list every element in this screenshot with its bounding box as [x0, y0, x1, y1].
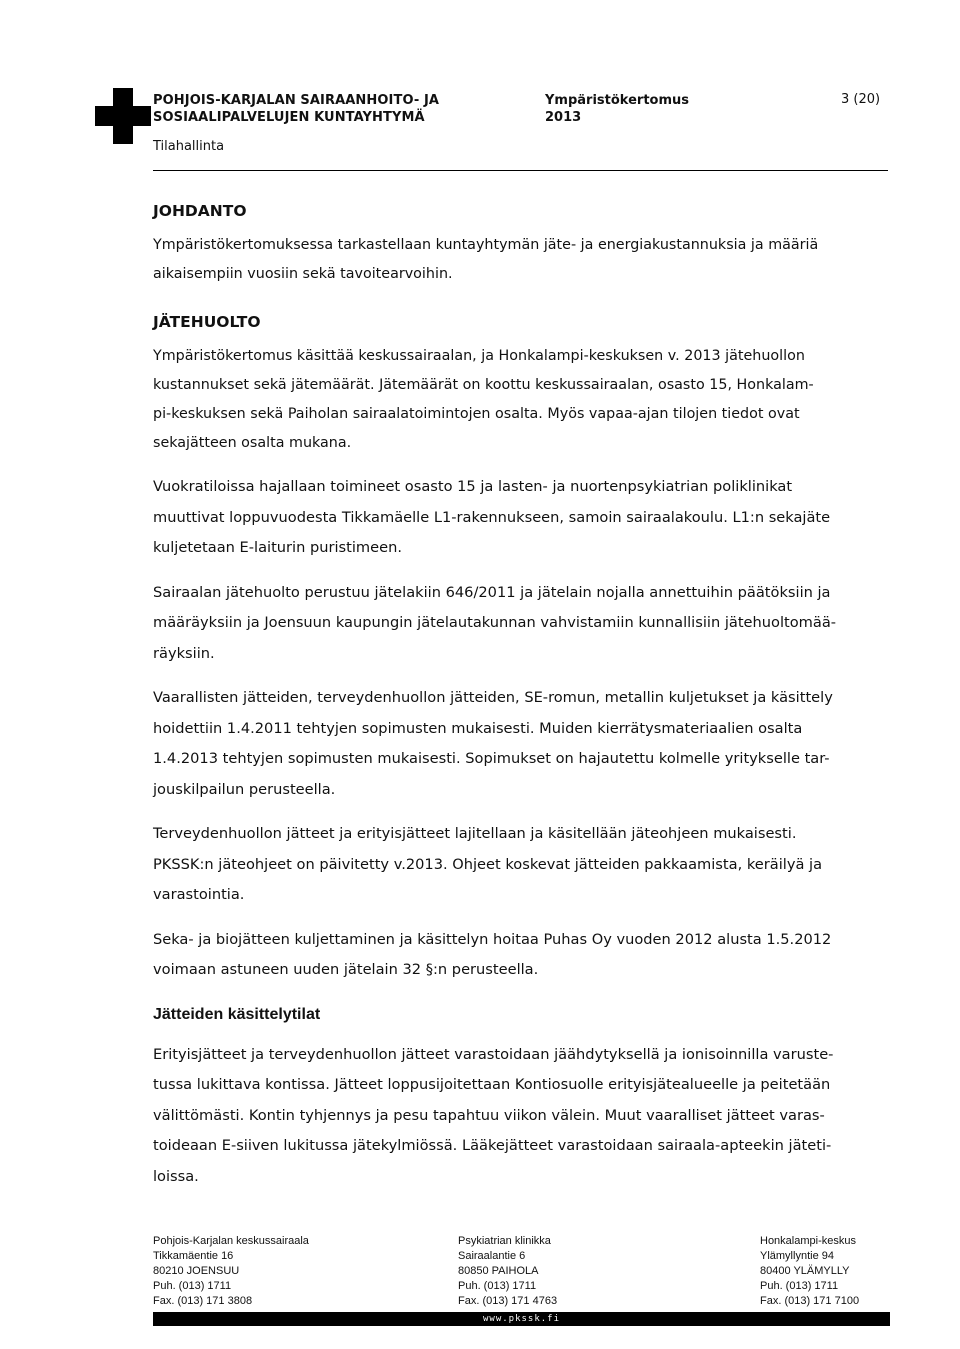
text-line: Terveydenhuollon jätteet ja erityisjätteet lajitellaan ja käsitellään jäteohjeen mukaisesti.	[153, 825, 797, 842]
footer-line: 80850 PAIHOLA	[458, 1265, 539, 1277]
text-line: PKSSK:n jäteohjeet on päivitetty v.2013. Ohjeet koskevat jätteiden pakkaamista, keräilyä ja	[153, 855, 823, 873]
waste-paragraph-5	[153, 819, 891, 911]
organization-name	[153, 92, 439, 126]
text-line: välittömästi. Kontin tyhjennys ja pesu tapahtuu viikon välein. Muut vaaralliset jätteet varas-	[153, 1106, 825, 1124]
footer-line: Fax. (013) 171 7100	[760, 1295, 860, 1307]
footer-address-psychiatric-clinic	[458, 1234, 557, 1309]
text-line: määräyksiin ja Joensuun kaupungin jätelautakunnan vahvistamiin kunnallisiin jätehuoltomää-	[153, 614, 837, 631]
footer-line: Sairaalantie 6	[458, 1250, 526, 1262]
unit-name: Tilahallinta	[153, 139, 225, 154]
text-line: kuljetetaan E-laiturin puristimeen.	[153, 539, 402, 556]
facilities-paragraph	[153, 1040, 891, 1193]
waste-paragraph-3	[153, 578, 891, 670]
text-line: Ympäristökertomus käsittää keskussairaalan, ja Honkalampi-keskuksen v. 2013 jätehuollon	[153, 348, 805, 364]
footer-web-link[interactable]: www.pkssk.fi	[153, 1312, 890, 1326]
text-line: sekajätteen osalta mukana.	[153, 435, 352, 451]
footer-address-central-hospital	[153, 1234, 309, 1309]
intro-paragraph	[153, 231, 891, 289]
footer-line: Ylämyllyntie 94	[760, 1250, 834, 1262]
text-line: 1.4.2013 tehtyjen sopimusten mukaisesti. Sopimukset on hajautettu kolmelle yritykselle tar-	[153, 750, 830, 767]
text-line: aikaisempiin vuosiin sekä tavoitearvoihin.	[153, 266, 453, 282]
text-line: loissa.	[153, 1167, 199, 1185]
text-line: Vuokratiloissa hajallaan toimineet osasto 15 ja lasten- ja nuortenpsykiatrian poliklinikat	[153, 478, 793, 495]
footer-line: Psykiatrian klinikka	[458, 1235, 551, 1247]
footer-line: Puh. (013) 1711	[458, 1280, 537, 1292]
waste-paragraph-1	[153, 342, 891, 458]
footer-line: 80400 YLÄMYLLY	[760, 1265, 850, 1277]
text-line: Erityisjätteet ja terveydenhuollon jätteet varastoidaan jäähdytyksellä ja ionisoinnilla varuste-	[153, 1045, 834, 1063]
waste-paragraph-6	[153, 925, 891, 986]
footer-line: Tikkamäentie 16	[153, 1250, 234, 1262]
text-line: pi-keskuksen sekä Paiholan sairaalatoimintojen osalta. Myös vapaa-ajan tilojen tiedot ovat	[153, 406, 800, 422]
document-year: 2013	[545, 110, 582, 125]
text-line: voimaan astuneen uuden jätelain 32 §:n perusteella.	[153, 961, 539, 978]
footer-line: Puh. (013) 1711	[153, 1280, 232, 1292]
cross-logo-icon	[95, 88, 151, 144]
intro-heading: JOHDANTO	[153, 202, 247, 220]
text-line: jouskilpailun perusteella.	[153, 780, 336, 798]
text-line: Ympäristökertomuksessa tarkastellaan kuntayhtymän jäte- ja energiakustannuksia ja määriä	[153, 237, 819, 253]
footer-line: 80210 JOENSUU	[153, 1265, 240, 1277]
text-line: tussa lukittava kontissa. Jätteet loppusijoitettaan Kontiosuolle erityisjätealueelle ja peitetään	[153, 1076, 831, 1093]
org-line-1: POHJOIS-KARJALAN SAIRAANHOITO- JA	[153, 93, 440, 108]
facilities-heading: Jätteiden käsittelytilat	[153, 1005, 321, 1023]
footer-address-honkalampi	[760, 1234, 859, 1309]
waste-paragraph-4	[153, 683, 891, 805]
text-line: kustannukset sekä jätemäärät. Jätemäärät on koottu keskussairaalan, osasto 15, Honkalam-	[153, 377, 814, 393]
document-title	[545, 92, 689, 126]
document-title-text: Ympäristökertomus	[545, 93, 689, 108]
footer-line: Puh. (013) 1711	[760, 1280, 839, 1292]
waste-paragraph-2	[153, 472, 891, 564]
page-number: 3 (20)	[841, 92, 881, 107]
text-line: Seka- ja biojätteen kuljettaminen ja käsittelyn hoitaa Puhas Oy vuoden 2012 alusta 1.5.2012	[153, 930, 832, 948]
text-line: räyksiin.	[153, 644, 215, 662]
text-line: hoidettiin 1.4.2011 tehtyjen sopimusten mukaisesti. Muiden kierrätysmateriaalien osalta	[153, 719, 803, 737]
footer-line: Fax. (013) 171 3808	[153, 1295, 253, 1307]
footer-line: Fax. (013) 171 4763	[458, 1295, 558, 1307]
text-line: toideaan E-siiven lukitussa jätekylmiössä. Lääkejätteet varastoidaan sairaala-apteekin jäteti-	[153, 1137, 832, 1154]
text-line: Sairaalan jätehuolto perustuu jätelakiin 646/2011 ja jätelain nojalla annettuihin päätöksiin ja	[153, 583, 831, 601]
waste-heading: JÄTEHUOLTO	[153, 313, 261, 331]
footer-line: Honkalampi-keskus	[760, 1235, 856, 1247]
text-line: varastointia.	[153, 886, 245, 903]
org-line-2: SOSIAALIPALVELUJEN KUNTAYHTYMÄ	[153, 110, 425, 125]
header-divider	[153, 170, 888, 171]
document-body	[153, 200, 891, 1192]
footer-line: Pohjois-Karjalan keskussairaala	[153, 1235, 309, 1247]
text-line: muuttivat loppuvuodesta Tikkamäelle L1-rakennukseen, samoin sairaalakoulu. L1:n sekajäte	[153, 508, 831, 526]
text-line: Vaarallisten jätteiden, terveydenhuollon jätteiden, SE-romun, metallin kuljetukset ja käsittely	[153, 689, 833, 706]
